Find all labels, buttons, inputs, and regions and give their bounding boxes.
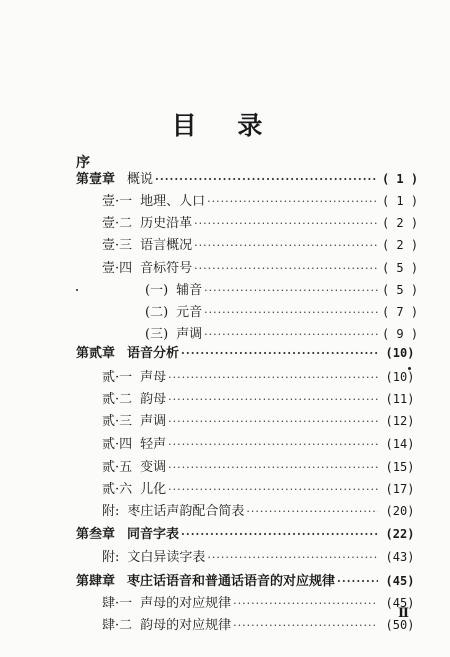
toc-page-number: (12) bbox=[385, 414, 415, 428]
toc-entry-number: (二) bbox=[145, 305, 169, 320]
toc-section-row bbox=[102, 592, 420, 614]
toc-entry-number: 贰·四 bbox=[102, 437, 133, 452]
ink-speck bbox=[408, 367, 411, 370]
toc-page-number: (15) bbox=[385, 460, 415, 474]
toc-section-row bbox=[102, 190, 420, 212]
toc-page-number: (14) bbox=[385, 437, 415, 451]
toc-entry-number: 第叁章 bbox=[76, 527, 116, 542]
toc-page-number: (20) bbox=[385, 504, 415, 518]
toc-page-number: (17) bbox=[385, 482, 415, 496]
toc-leader-dots bbox=[168, 457, 378, 479]
toc-entry-title: 辅音 bbox=[176, 283, 203, 298]
toc-entry-number: 附: bbox=[102, 504, 120, 519]
toc-entry-title: 韵母的对应规律 bbox=[140, 618, 232, 633]
toc-section-row bbox=[145, 279, 420, 301]
toc-entry-title: 语言概况 bbox=[140, 238, 193, 253]
toc-entry-number: 壹·二 bbox=[102, 216, 133, 231]
toc-entry-number: (一) bbox=[145, 283, 169, 298]
toc-entry-number: 肆·一 bbox=[102, 596, 133, 611]
toc-entry-number: 壹·一 bbox=[102, 194, 133, 209]
toc-entry-title: 韵母 bbox=[140, 392, 167, 407]
toc-entry-number: 壹·四 bbox=[102, 261, 133, 276]
toc-entry-number: 肆·二 bbox=[102, 618, 133, 633]
toc-section-row bbox=[102, 410, 420, 432]
toc-section-row bbox=[102, 212, 420, 234]
toc-entry-number: 壹·三 bbox=[102, 238, 133, 253]
toc-leader-dots bbox=[168, 479, 378, 501]
toc-leader-dots bbox=[194, 258, 378, 280]
toc-entry-number: 贰·一 bbox=[102, 370, 133, 385]
toc-page-number: ( 1 ) bbox=[381, 172, 419, 186]
toc-chapter-row bbox=[76, 570, 420, 592]
toc-section-row bbox=[102, 546, 420, 568]
toc-entry-title: 概说 bbox=[127, 172, 154, 187]
toc-leader-dots bbox=[207, 191, 378, 213]
toc-leader-dots bbox=[168, 389, 378, 411]
toc-page-number: (50) bbox=[385, 618, 415, 632]
toc-entry-title: 语音分析 bbox=[127, 346, 180, 361]
toc-page-number: (43) bbox=[385, 550, 415, 564]
toc-page-number: (22) bbox=[385, 527, 415, 541]
toc-page-number: ( 9 ) bbox=[381, 327, 419, 341]
toc-chapter-row bbox=[76, 342, 420, 364]
toc-chapter-row bbox=[76, 168, 420, 190]
toc-entry-number: 贰·二 bbox=[102, 392, 133, 407]
toc-leader-dots bbox=[233, 593, 378, 615]
toc-leader-dots bbox=[181, 524, 378, 546]
toc-page-number: (11) bbox=[385, 392, 415, 406]
toc-entry-number: 贰·六 bbox=[102, 482, 133, 497]
toc-entry-title: 枣庄话语音和普通话语音的对应规律 bbox=[127, 574, 336, 589]
toc-entry-title: 枣庄话声韵配合简表 bbox=[127, 504, 245, 519]
toc-leader-dots bbox=[246, 501, 378, 523]
toc-entry-number: 第肆章 bbox=[76, 574, 116, 589]
preface-heading: 序 bbox=[76, 155, 90, 171]
toc-page-number: ( 5 ) bbox=[381, 261, 419, 275]
toc-section-row bbox=[102, 500, 420, 522]
toc-entry-number: 第贰章 bbox=[76, 346, 116, 361]
toc-leader-dots bbox=[155, 169, 378, 191]
toc-entry-number: 第壹章 bbox=[76, 172, 116, 187]
toc-entry-title: 文白异读字表 bbox=[127, 550, 206, 565]
toc-entry-number: 贰·三 bbox=[102, 414, 133, 429]
toc-entry-number: (三) bbox=[145, 327, 169, 342]
ink-speck bbox=[76, 289, 78, 291]
toc-entry-title: 儿化 bbox=[140, 482, 167, 497]
toc-entry-title: 声调 bbox=[176, 327, 203, 342]
toc-section-row bbox=[102, 366, 420, 388]
toc-leader-dots bbox=[207, 547, 378, 569]
toc-page-number: (45) bbox=[385, 574, 415, 588]
toc-leader-dots bbox=[194, 213, 378, 235]
toc-section-row bbox=[102, 614, 420, 636]
page-title: 目 录 bbox=[171, 111, 279, 140]
toc-section-row bbox=[102, 234, 420, 256]
toc-entry-title: 同音字表 bbox=[127, 527, 180, 542]
toc-entry-title: 元音 bbox=[176, 305, 203, 320]
toc-page-number: ( 2 ) bbox=[381, 238, 419, 252]
toc-entry-title: 变调 bbox=[140, 460, 167, 475]
toc-leader-dots bbox=[194, 235, 378, 257]
toc-leader-dots bbox=[168, 411, 378, 433]
toc-entry-title: 声调 bbox=[140, 414, 167, 429]
toc-section-row bbox=[102, 388, 420, 410]
toc-leader-dots bbox=[168, 434, 378, 456]
toc-leader-dots bbox=[337, 571, 378, 593]
toc-page-number: ( 5 ) bbox=[381, 283, 419, 297]
toc-leader-dots bbox=[233, 615, 378, 637]
toc-entry-number: 贰·五 bbox=[102, 460, 133, 475]
toc-section-row bbox=[102, 257, 420, 279]
toc-leader-dots bbox=[168, 367, 378, 389]
toc-entry-title: 声母的对应规律 bbox=[140, 596, 232, 611]
toc-section-row bbox=[102, 433, 420, 455]
toc-entry-title: 音标符号 bbox=[140, 261, 193, 276]
toc-page-number: (10) bbox=[385, 370, 415, 384]
toc-page-number: ( 2 ) bbox=[381, 216, 419, 230]
toc-section-row bbox=[102, 478, 420, 500]
toc-section-row bbox=[102, 456, 420, 478]
toc-section-row bbox=[145, 301, 420, 323]
toc-leader-dots bbox=[204, 280, 378, 302]
toc-page-number: (10) bbox=[385, 346, 415, 360]
toc-leader-dots bbox=[181, 343, 378, 365]
toc-entry-number: 附: bbox=[102, 550, 120, 565]
page-number-marker: Ⅱ bbox=[398, 606, 409, 621]
toc-page-number: (45) bbox=[385, 596, 415, 610]
toc-entry-title: 地理、人口 bbox=[140, 194, 206, 209]
toc-entry-title: 历史沿革 bbox=[140, 216, 193, 231]
toc-leader-dots bbox=[204, 302, 378, 324]
toc-entry-title: 轻声 bbox=[140, 437, 167, 452]
toc-chapter-row bbox=[76, 523, 420, 545]
toc-page-number: ( 7 ) bbox=[381, 305, 419, 319]
toc-entry-title: 声母 bbox=[140, 370, 167, 385]
toc-page-number: ( 1 ) bbox=[381, 194, 419, 208]
